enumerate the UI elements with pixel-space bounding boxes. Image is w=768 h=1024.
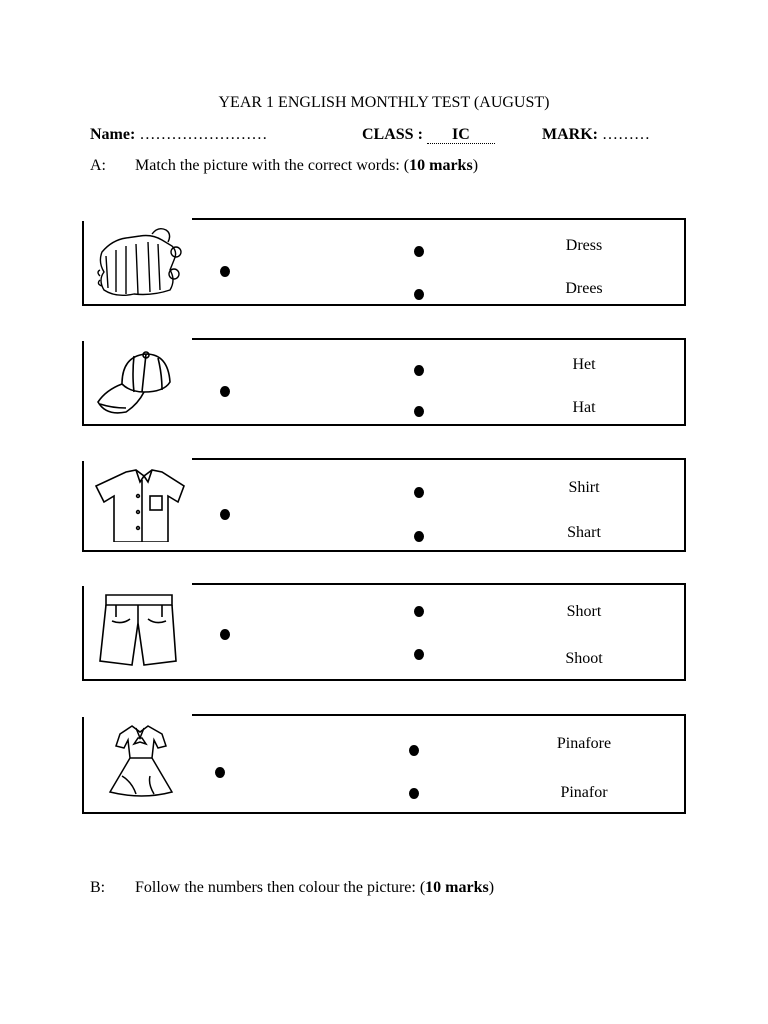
section-b-close: )	[488, 879, 495, 896]
section-b-text: Follow the numbers then colour the picture: (	[135, 879, 426, 896]
section-a-text: Match the picture with the correct words: (	[135, 157, 410, 174]
picture-dot[interactable]	[220, 266, 230, 277]
word-dot[interactable]	[414, 365, 424, 376]
test-title: YEAR 1 ENGLISH MONTHLY TEST (AUGUST)	[218, 94, 550, 111]
shirt-icon	[92, 466, 192, 542]
section-a-marks: 10 marks	[409, 157, 473, 174]
section-a-instruction	[135, 157, 478, 175]
word-dot[interactable]	[414, 487, 424, 498]
box-gap	[82, 458, 192, 461]
answer-line	[430, 550, 686, 552]
word-dot[interactable]	[409, 788, 419, 799]
box-gap	[82, 714, 192, 717]
picture-dot[interactable]	[220, 509, 230, 520]
shorts-icon	[92, 591, 192, 667]
class-value: IC	[427, 127, 495, 144]
mark-label: MARK:	[542, 126, 598, 143]
word-option: Pinafore	[556, 735, 612, 752]
section-a-close: )	[472, 157, 479, 174]
picture-dot[interactable]	[220, 386, 230, 397]
word-dot[interactable]	[414, 289, 424, 300]
box-gap	[82, 583, 192, 586]
box-gap	[82, 218, 192, 221]
mark-field	[542, 126, 650, 144]
picture-dot[interactable]	[220, 629, 230, 640]
word-dot[interactable]	[414, 649, 424, 660]
mark-value: ………	[601, 126, 650, 143]
word-dot[interactable]	[414, 606, 424, 617]
match-item-shirt	[82, 458, 686, 552]
word-dot[interactable]	[409, 745, 419, 756]
match-item-hat	[82, 338, 686, 426]
word-dot[interactable]	[414, 246, 424, 257]
word-option: Het	[572, 356, 596, 373]
section-b-instruction	[135, 879, 494, 897]
class-field	[362, 126, 495, 144]
picture-dot[interactable]	[215, 767, 225, 778]
word-dot[interactable]	[414, 406, 424, 417]
box-gap	[82, 338, 192, 341]
name-field	[90, 126, 267, 144]
class-label: CLASS :	[362, 126, 423, 143]
answer-line	[430, 424, 686, 426]
word-option: Drees	[565, 280, 603, 297]
pinafore-icon	[92, 722, 192, 798]
name-value: ……………………	[139, 126, 268, 143]
match-item-dress	[82, 218, 686, 306]
match-item-pinafore	[82, 714, 686, 814]
match-item-short	[82, 583, 686, 681]
word-option: Pinafor	[560, 784, 608, 801]
answer-line	[430, 304, 686, 306]
cap-icon	[92, 346, 192, 422]
word-option: Dress	[565, 237, 603, 254]
word-option: Short	[566, 603, 602, 620]
answer-line	[430, 812, 686, 814]
section-a-letter: A:	[90, 157, 106, 174]
answer-line	[430, 679, 686, 681]
name-label: Name:	[90, 126, 136, 143]
word-option: Shirt	[568, 479, 600, 496]
dress-icon	[92, 226, 192, 302]
word-option: Hat	[572, 399, 596, 416]
word-option: Shart	[567, 524, 601, 541]
section-b-letter: B:	[90, 879, 106, 896]
section-b-marks: 10 marks	[425, 879, 489, 896]
word-dot[interactable]	[414, 531, 424, 542]
word-option: Shoot	[565, 650, 603, 667]
